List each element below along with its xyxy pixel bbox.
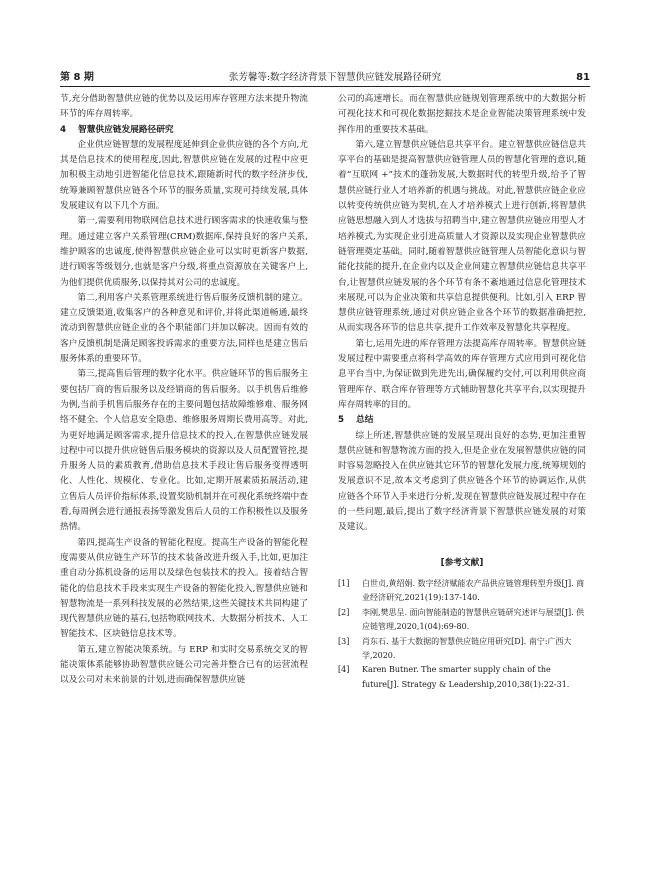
references-title: [参考文献] [440, 557, 484, 568]
reference-number: [4] [338, 665, 350, 675]
reference-item [338, 663, 586, 692]
paragraph: 第六,建立智慧供应链信息共享平台。建立智慧供应链信息共享平台的基础是提高智慧供应链管理人员的智慧化管理的意识,随着“互联网 +”技术的蓬勃发展,大数据时代的转型升级,给予了智慧供应链行业人才培养新的机遇与挑战。对此,智慧供应链企业应以转变传统供应链为契机,在人才培养模式上进行创新,将智慧供应链思想融入到人才选拔与招聘当中,建立智慧供应链应用型人才培养模式,为实现企业引进高质量人才资源以及实现企业智慧供应链管理奠定基础。同时,随着智慧供应链管理人员智能化意识与智能化技能的提升,在企业内以及企业间建立智慧供应链信息共享平台,让智慧供应链发展的各个环节有条不紊地通过信息化管理技术来展现,可以为企业决策和共享信息提供便利。比如,引入 ERP 智慧供应链管理系统,通过对供应链企业各个环节的数据准确把控,从而实现各环节的信息共享,提升工作效率及智慧化共享程度。 [338, 139, 586, 334]
reference-item [338, 635, 586, 664]
reference-number: [1] [338, 578, 350, 588]
reference-number: [3] [338, 636, 350, 646]
section-heading-5 [338, 413, 586, 428]
paragraph: 企业供应链智慧的发展程度延伸到企业供应链的各个方向,尤其是信息技术的使用程度,因此,智慧供应链在发展的过程中应更加积极主动地引进智能化信息技术,跟随新时代的数字经济步伐,统筹兼顾智慧供应链各个环节的服务质量,实现可持续发展,具体发展建议有以下几个方面。 [60, 139, 308, 212]
reference-text: Karen Butner. The smarter supply chain of the future[J]. Strategy & Leadership,2010,38(1):22-31. [362, 665, 570, 689]
reference-text: 肖东石. 基于大数据的智慧供应链应用研究[D]. 南宁:广西大学,2020. [362, 636, 572, 660]
left-column [60, 92, 308, 689]
page-header [60, 66, 590, 87]
paragraph: 第三,提高售后管理的数字化水平。供应链环节的售后服务主要包括厂商的售后服务以及经销商的售后服务。以手机售后维修为例,当前手机售后服务存在的主要问题包括故障维修难、服务网络不健全、个人信息安全隐患、维修服务周期长费用高等。对此,为更好地满足顾客需求,提升信息技术的投入,在智慧供应链发展过程中可以提升供应链售后服务模块的资源以及人员配置管控,提升服务人员的素质教育,借助信息技术手段让售后服务变得透明化、人性化、规模化、专业化。比如,定期开展素质拓展活动,建立售后人员评价指标体系,设置奖励机制并在可视化系统终端中查看,每周例会进行通报表扬等激发售后人员的工作积极性以及服务热情。 [60, 369, 308, 533]
reference-number: [2] [338, 607, 350, 617]
paragraph: 第七,运用先进的库存管理方法提高库存周转率。智慧供应链发展过程中需要重点将科学高效的库存管理方式应用到可视化信息平台当中,为保证做到先进先出,确保履约交付,可以利用供应商管理库存、联合库存管理等方式辅助智慧化共享平台,以实现提升库存周转率的目的。 [338, 338, 586, 410]
paragraph: 综上所述,智慧供应链的发展呈现出良好的态势,更加注重智慧供应链和智慧物流方面的投入,但是企业在发展智慧供应链的同时容易忽略投入在供应链其它环节的智慧化发展力度,统筹规划的发展意识不足,故本文考虑到了供应链各个环节的协调运作,从供应链各个环节入手来进行分析,发现在智慧供应链发展过程中存在的一些问题,最后,提出了数字经济背景下智慧供应链发展的对策及建议。 [338, 430, 586, 533]
issue-label: 第 8 期 [60, 72, 94, 83]
section-title: 智慧供应链发展路径研究 [78, 124, 174, 135]
section-heading-4 [60, 123, 308, 138]
page-number: 81 [576, 72, 590, 83]
paragraph: 第四,提高生产设备的智能化程度。提高生产设备的智能化程度需要从供应链生产环节的技术装备改进升级入手,比如,更加注重自动分拣机设备的运用以及绿色包装技术的投入。接着结合智能化的信息技术手段来实现生产设备的智能化投入,智慧供应链和智慧物流是一系列科技发展的必然结果,这些关键技术共同构建了现代智慧供应链的基石,包括物联网技术、大数据分析技术、人工智能技术、区块链信息技术等。 [60, 537, 308, 640]
paragraph: 第二,利用客户关系管理系统进行售后服务反馈机制的建立。建立反馈渠道,收集客户的各种意见和评价,并将此渠道畅通,最终流动到智慧供应链企业的各个职能部门并加以解决。因而有效的客户反馈机制是满足顾客投诉需求的重要方法,同样也是建立售后服务体系的重要环节。 [60, 292, 308, 365]
running-title: 张芳馨等:数字经济背景下智慧供应链发展路径研究 [228, 72, 442, 83]
section-title: 总结 [356, 415, 374, 426]
reference-list [338, 577, 586, 692]
paragraph: 第五,建立智能决策系统。与 ERP 和实时交易系统交叉的智能决策体系能够协助智慧供应链公司完善并整合已有的运营流程以及公司对未来前景的计划,进而确保智慧供应链 [60, 644, 308, 686]
reference-item [338, 577, 586, 606]
section-number: 5 [338, 415, 345, 426]
paragraph-continued: 公司的高速增长。而在智慧供应链规划管理系统中的大数据分析可视化技术和可视化数据挖掘技术是企业智能决策管理系统中发挥作用的重要技术基础。 [338, 94, 586, 135]
reference-item [338, 606, 586, 635]
reference-text: 白世贞,黄绍娟. 数字经济赋能农产品供应链管理转型升级[J]. 商业经济研究,2021(19):137-140. [362, 578, 585, 603]
right-column [338, 92, 586, 692]
paragraph: 第一,需要利用物联网信息技术进行顾客需求的快速收集与整理。通过建立客户关系管理(CRM)数据库,保持良好的客户关系,维护顾客的忠诚度,使得智慧供应链企业可以实时更新客户数据,进行顾客等级划分,也就是客户分级,将重点资源放在关键客户上,为他们提供优质服务,以保持其对公司的忠诚度。 [60, 216, 308, 288]
paragraph-continued: 节,充分借助智慧供应链的优势以及运用库存管理方法来提升物流环节的库存周转率。 [60, 94, 308, 120]
section-number: 4 [60, 124, 67, 135]
reference-text: 李刚,樊思呈. 面向智能制造的智慧供应链研究述评与展望[J]. 供应链管理,2020,1(04):69-80. [362, 607, 585, 632]
